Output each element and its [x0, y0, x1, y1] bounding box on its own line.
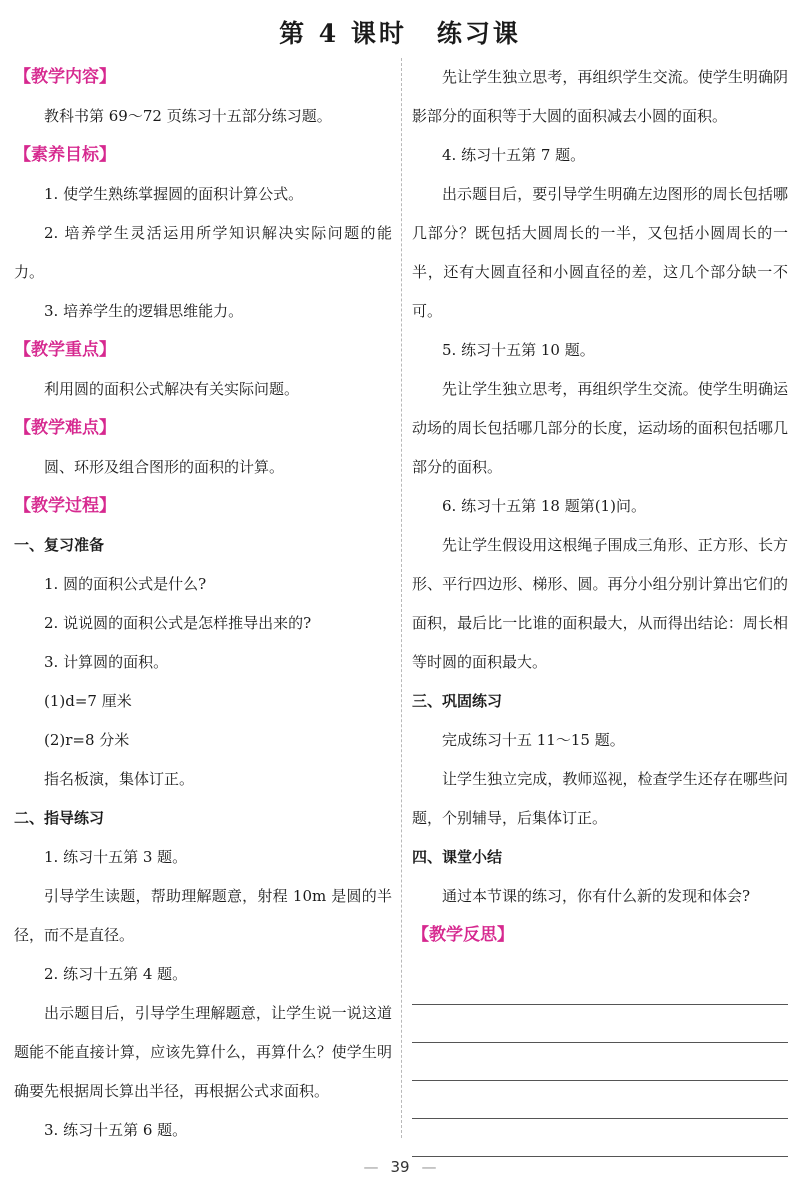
- goal-item: 2. 培养学生灵活运用所学知识解决实际问题的能力。: [14, 224, 392, 281]
- key-heading: 【教学重点】: [14, 340, 116, 360]
- page-number: 39: [390, 1158, 410, 1176]
- goal-item: 3. 培养学生的逻辑思维能力。: [44, 302, 244, 320]
- practice-text: 完成练习十五 11～15 题。: [442, 731, 625, 749]
- section-summary-title: 四、课堂小结: [412, 848, 503, 866]
- guided-question: 1. 练习十五第 3 题。: [44, 848, 188, 866]
- guided-question: 2. 练习十五第 4 题。: [44, 965, 188, 983]
- guided-explanation: 先让学生独立思考，再组织学生交流。使学生明确运动场的周长包括哪几部分的长度，运动场的面积包括哪几部分的面积。: [412, 380, 788, 476]
- writing-line: [412, 1043, 788, 1081]
- practice-text: 让学生独立完成，教师巡视，检查学生还存在哪些问题，个别辅导，后集体订正。: [412, 770, 788, 827]
- right-column: [412, 58, 788, 1157]
- guided-question: 6. 练习十五第 18 题第(1)问。: [442, 497, 646, 515]
- review-item: (2)r=8 分米: [44, 731, 130, 749]
- key-text: 利用圆的面积公式解决有关实际问题。: [44, 380, 300, 398]
- section-practice-title: 三、巩固练习: [412, 692, 503, 710]
- guided-question: 4. 练习十五第 7 题。: [442, 146, 586, 164]
- guided-explanation: 先让学生假设用这根绳子围成三角形、正方形、长方形、平行四边形、梯形、圆。再分小组分别计算出它们的面积，最后比一比谁的面积最大，从而得出结论：周长相等时圆的面积最大。: [412, 536, 788, 671]
- footer-dash: —: [421, 1158, 437, 1176]
- content-text: 教科书第 69～72 页练习十五部分练习题。: [44, 107, 332, 125]
- summary-text: 通过本节课的练习，你有什么新的发现和体会?: [442, 887, 751, 905]
- section-review-title: 一、复习准备: [14, 536, 105, 554]
- review-item: 指名板演，集体订正。: [44, 770, 195, 788]
- writing-line: [412, 1081, 788, 1119]
- goal-item: 1. 使学生熟练掌握圆的面积计算公式。: [44, 185, 304, 203]
- writing-line: [412, 1119, 788, 1157]
- guided-question: 5. 练习十五第 10 题。: [442, 341, 595, 359]
- lesson-name: 练习课: [436, 19, 521, 48]
- lesson-number: 第 4 课时: [279, 19, 407, 48]
- section-guided-title: 二、指导练习: [14, 809, 105, 827]
- writing-line: [412, 967, 788, 1005]
- guided-explanation: 出示题目后，引导学生理解题意，让学生说一说这道题能不能直接计算，应该先算什么，再算什么？使学生明确要先根据周长算出半径，再根据公式求面积。: [14, 1004, 392, 1100]
- reflection-lines: [412, 967, 788, 1157]
- writing-line: [412, 1005, 788, 1043]
- column-divider: [401, 58, 402, 1138]
- review-item: 2. 说说圆的面积公式是怎样推导出来的?: [44, 614, 312, 632]
- goals-heading: 【素养目标】: [14, 145, 116, 165]
- review-item: 1. 圆的面积公式是什么?: [44, 575, 207, 593]
- difficulty-text: 圆、环形及组合图形的面积的计算。: [44, 458, 285, 476]
- page-footer: [0, 1158, 800, 1176]
- guided-explanation: 出示题目后，要引导学生明确左边图形的周长包括哪几部分？既包括大圆周长的一半，又包括小圆周长的一半，还有大圆直径和小圆直径的差，这几个部分缺一不可。: [412, 185, 788, 320]
- reflection-heading: 【教学反思】: [412, 925, 514, 945]
- footer-dash: —: [363, 1158, 379, 1176]
- process-heading: 【教学过程】: [14, 496, 116, 516]
- guided-explanation: 先让学生独立思考，再组织学生交流。使学生明确阴影部分的面积等于大圆的面积减去小圆的面积。: [412, 68, 788, 125]
- guided-explanation: 引导学生读题，帮助理解题意，射程 10m 是圆的半径，而不是直径。: [14, 887, 392, 944]
- left-column: [14, 58, 392, 1150]
- guided-question: 3. 练习十五第 6 题。: [44, 1121, 188, 1139]
- page-title: [0, 14, 800, 50]
- review-item: (1)d=7 厘米: [44, 692, 132, 710]
- difficulty-heading: 【教学难点】: [14, 418, 116, 438]
- review-item: 3. 计算圆的面积。: [44, 653, 169, 671]
- content-heading: 【教学内容】: [14, 67, 116, 87]
